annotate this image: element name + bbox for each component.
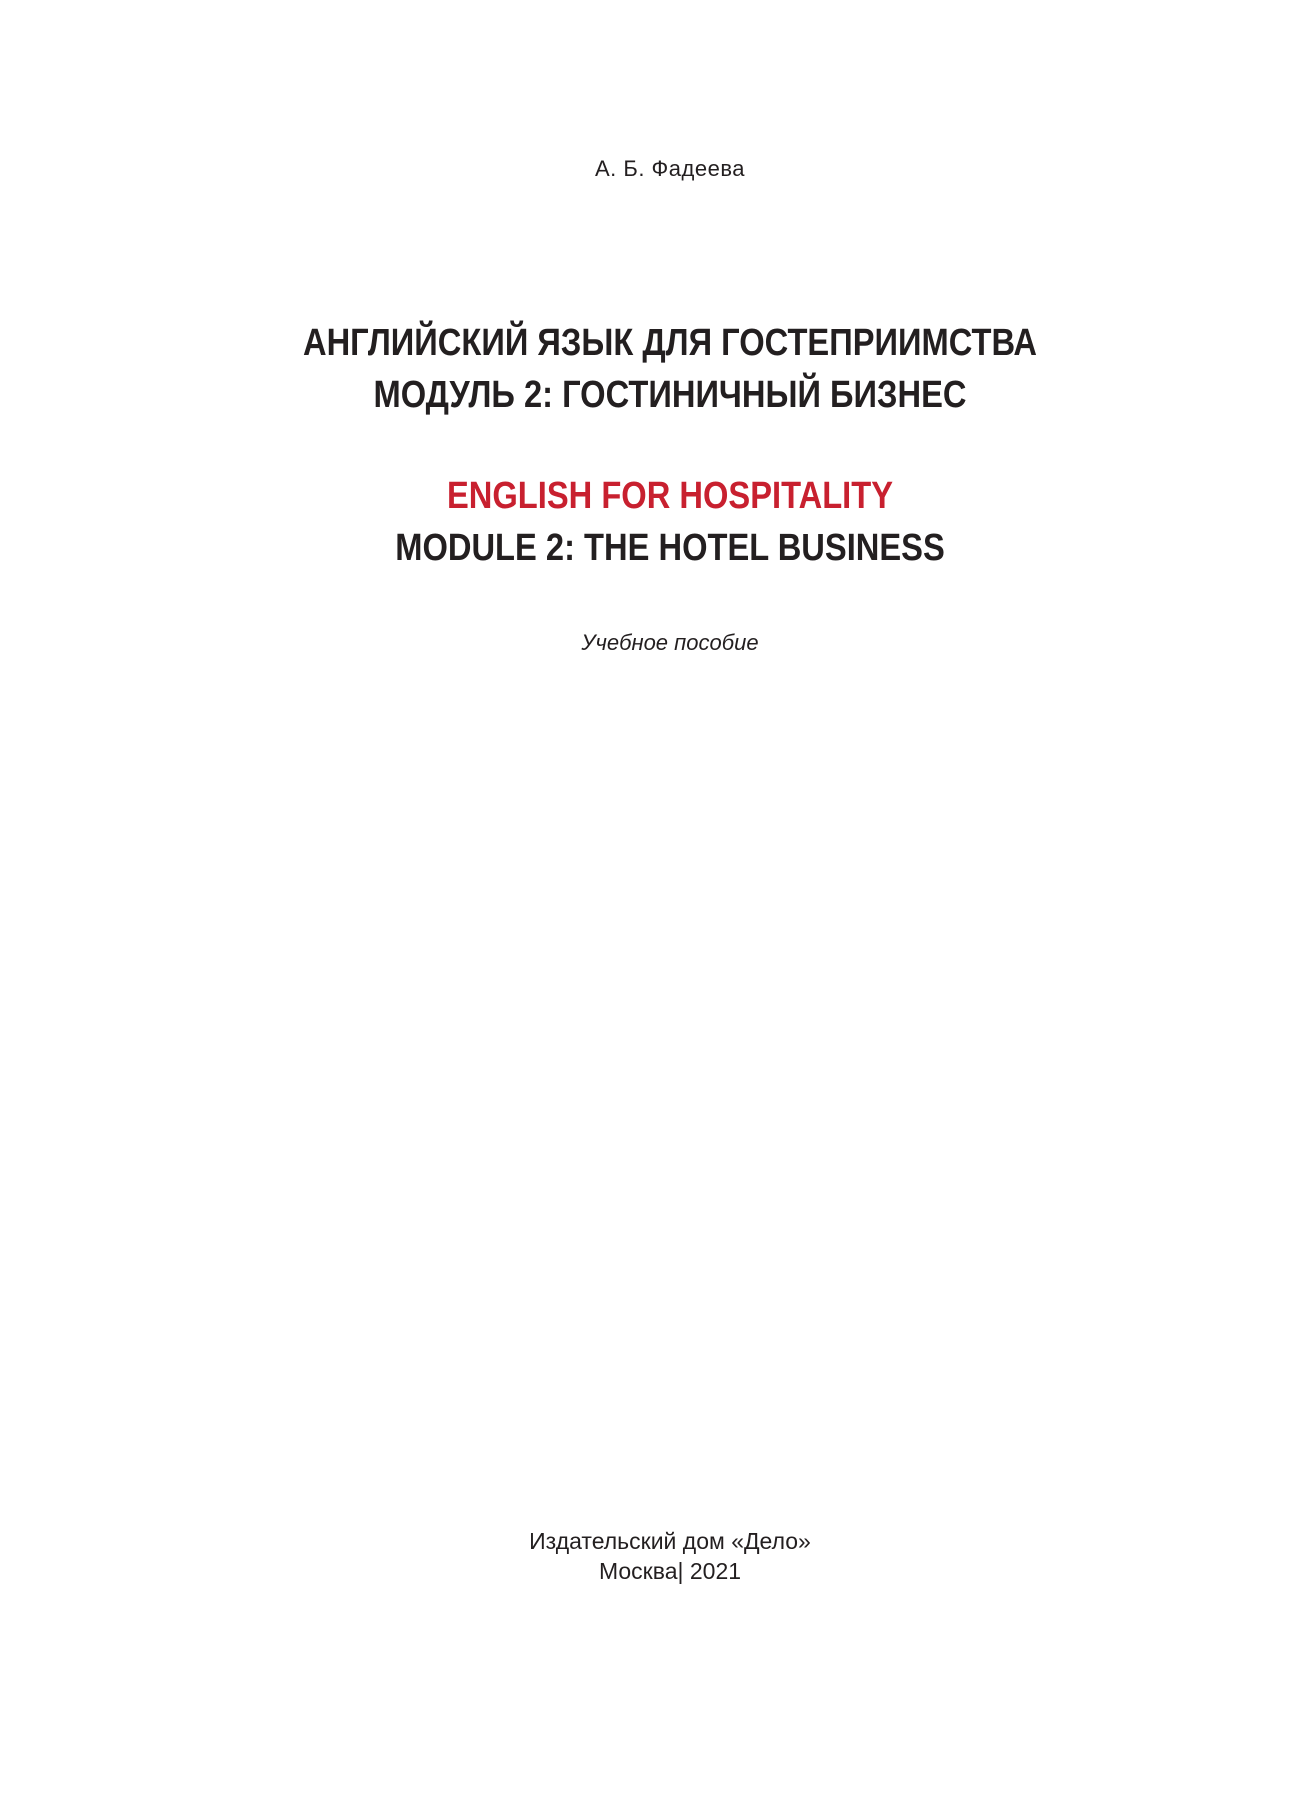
publisher-info: [0, 1526, 1300, 1586]
publisher-name: Издательский дом «Дело»: [529, 1528, 811, 1554]
english-title-line-1: ENGLISH FOR HOSPITALITY: [446, 475, 894, 517]
russian-title-line-2: МОДУЛЬ 2: ГОСТИНИЧНЫЙ БИЗНЕС: [373, 374, 967, 416]
english-title-line-2: MODULE 2: THE HOTEL BUSINESS: [395, 527, 945, 569]
russian-title-line-1: АНГЛИЙСКИЙ ЯЗЫК ДЛЯ ГОСТЕПРИИМСТВА: [302, 322, 1038, 364]
publisher-city-year: Москва| 2021: [598, 1558, 742, 1584]
russian-title: [94, 317, 1246, 421]
document-type: Учебное пособие: [581, 630, 759, 655]
author-name: А. Б. Фадеева: [594, 156, 745, 181]
english-title: [94, 470, 1246, 574]
